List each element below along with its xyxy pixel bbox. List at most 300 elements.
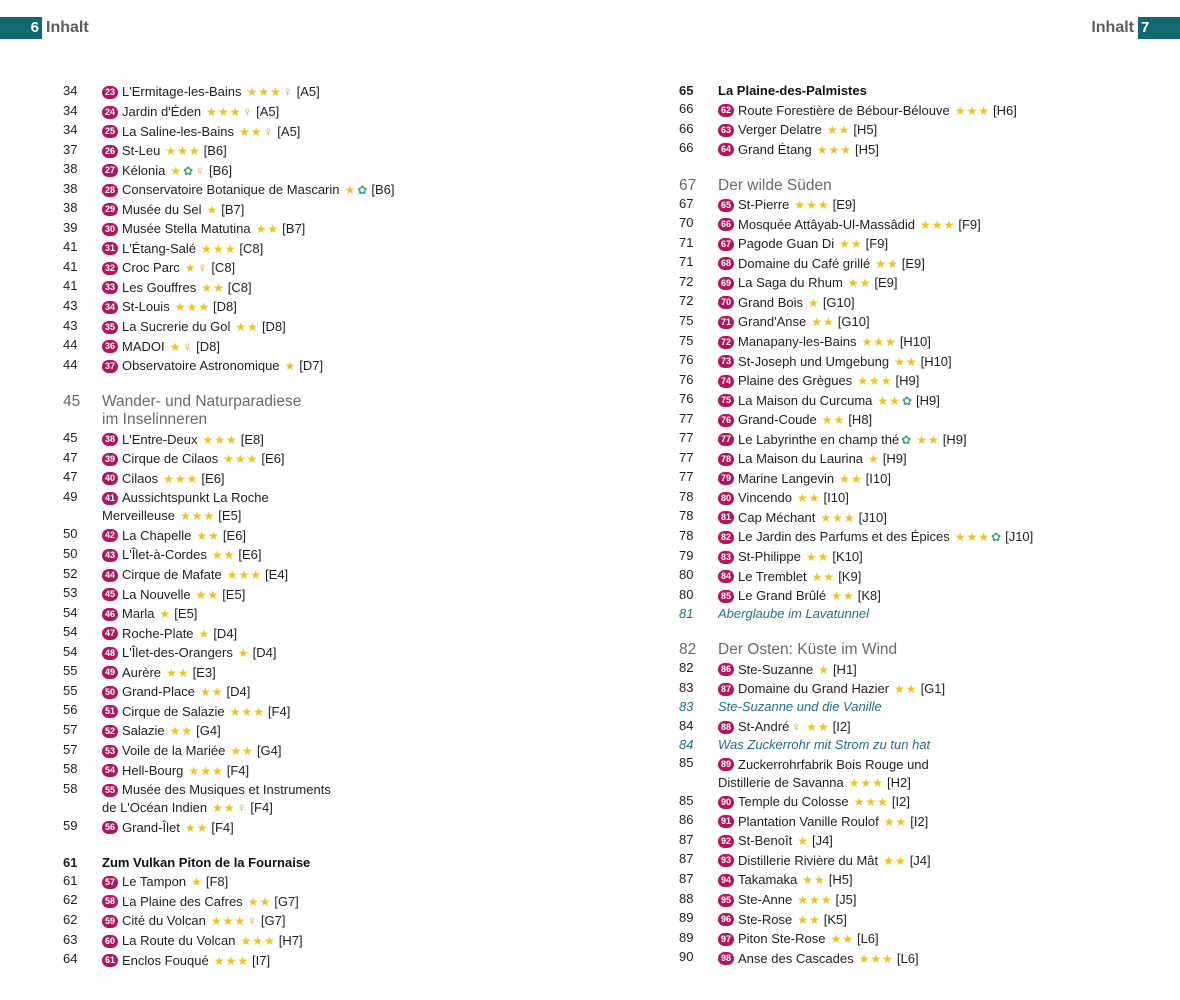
sight-number-badge: 61	[102, 954, 118, 967]
toc-entry[interactable]	[679, 929, 1139, 949]
toc-entry[interactable]	[63, 468, 583, 488]
star-icon: ★	[828, 142, 840, 157]
toc-entry[interactable]	[63, 817, 583, 837]
map-grid-reference: [I2]	[891, 794, 910, 810]
star-rating	[883, 813, 907, 831]
toc-entry[interactable]	[63, 277, 583, 297]
star-rating	[206, 201, 218, 219]
toc-entry[interactable]	[63, 449, 583, 469]
star-icon: ★	[873, 335, 885, 350]
toc-entry[interactable]	[63, 507, 583, 525]
sight-name: Voile de la Mariée	[122, 742, 226, 758]
sight-name: La Route du Volcan	[122, 932, 236, 948]
star-icon: ★	[840, 142, 852, 157]
star-icon: ★	[250, 568, 262, 583]
page-number: 34	[63, 102, 78, 118]
star-rating	[867, 450, 879, 468]
star-rating	[830, 587, 854, 605]
toc-entry[interactable]	[63, 141, 583, 161]
entry-text	[718, 82, 867, 100]
entry-text	[102, 566, 288, 584]
entry-text	[718, 813, 928, 831]
star-rating	[226, 566, 261, 584]
map-grid-reference: [I2]	[832, 718, 851, 734]
toc-entry[interactable]	[63, 931, 583, 951]
section-title: Der wilde Süden	[718, 176, 832, 194]
sight-name: Aurère	[122, 664, 162, 680]
entry-text	[718, 680, 945, 698]
toc-entry[interactable]	[63, 180, 583, 200]
star-rating	[222, 450, 257, 468]
map-grid-reference: [D4]	[252, 645, 277, 661]
toc-entry[interactable]	[63, 872, 583, 892]
toc-entry[interactable]	[63, 258, 583, 278]
map-grid-reference: [A5]	[296, 84, 320, 100]
sight-number-badge: 87	[718, 683, 734, 696]
toc-entry[interactable]	[63, 545, 583, 565]
star-icon: ★	[817, 198, 829, 213]
star-rating	[246, 83, 281, 101]
toc-entry[interactable]	[63, 317, 583, 337]
star-rating	[861, 333, 896, 351]
toc-entry[interactable]	[679, 332, 1139, 352]
toc-entry[interactable]	[679, 774, 1139, 792]
star-icon: ★	[839, 237, 850, 252]
sight-number-badge: 30	[102, 223, 118, 236]
toc-entry[interactable]	[679, 890, 1139, 910]
star-icon: ★	[859, 276, 871, 291]
sight-number-badge: 86	[718, 663, 734, 676]
star-rating	[213, 952, 248, 970]
star-icon: ★	[877, 393, 889, 408]
sight-number-badge: 50	[102, 686, 118, 699]
toc-entry[interactable]	[63, 741, 583, 761]
toc-entry[interactable]	[679, 488, 1139, 508]
sight-number-badge: 35	[102, 321, 118, 334]
sight-name: La Maison du Laurina	[738, 451, 864, 467]
toc-entry[interactable]	[63, 238, 583, 258]
star-rating	[190, 873, 202, 891]
toc-entry[interactable]	[679, 371, 1139, 391]
star-icon: ★	[169, 339, 181, 354]
toc-entry[interactable]	[63, 160, 583, 180]
toc-entry[interactable]	[679, 351, 1139, 371]
page-number: 78	[679, 488, 694, 504]
map-grid-reference: [G7]	[260, 913, 286, 929]
toc-entry[interactable]	[679, 507, 1139, 527]
map-grid-reference: [F4]	[211, 819, 234, 835]
toc-entry[interactable]	[679, 831, 1139, 851]
star-icon: ★	[928, 432, 939, 447]
page-number: 70	[679, 215, 694, 231]
star-rating	[159, 605, 171, 623]
sight-name: Distillerie de Savanna	[718, 774, 844, 790]
sight-name: L'Ermitage-les-Bains	[122, 84, 242, 100]
sight-name: Cirque de Mafate	[122, 567, 222, 583]
toc-entry[interactable]	[679, 850, 1139, 870]
section-heading[interactable]	[63, 854, 583, 872]
toc-entry[interactable]	[679, 195, 1139, 215]
toc-entry[interactable]	[63, 721, 583, 741]
star-icon: ★	[978, 103, 990, 118]
toc-entry[interactable]	[63, 682, 583, 702]
map-grid-reference: [H7]	[278, 932, 303, 948]
entry-text	[102, 470, 225, 488]
entry-text	[102, 854, 310, 872]
star-rating	[838, 235, 862, 253]
toc-entry[interactable]	[63, 565, 583, 585]
page-number: 77	[679, 430, 694, 446]
sight-name: La Chapelle	[122, 527, 192, 543]
map-grid-reference: [C8]	[239, 240, 264, 256]
section-heading[interactable]	[63, 392, 583, 411]
star-icon: ★	[811, 569, 823, 584]
star-icon: ★	[826, 123, 838, 138]
star-icon: ★	[818, 662, 829, 677]
entry-text	[718, 871, 853, 889]
sight-number-badge: 83	[718, 551, 734, 564]
star-rating	[893, 353, 917, 371]
toc-entry[interactable]	[63, 604, 583, 624]
toc-entry[interactable]	[679, 547, 1139, 567]
page-number: 76	[679, 371, 694, 387]
sight-number-badge: 52	[102, 725, 118, 738]
toc-entry[interactable]	[63, 780, 583, 800]
star-rating	[821, 411, 845, 429]
star-icon: ★	[237, 953, 249, 968]
toc-entry[interactable]	[63, 584, 583, 604]
sight-name: L'Îlet-à-Cordes	[122, 547, 207, 563]
toc-entry[interactable]	[679, 390, 1139, 410]
star-icon: ★	[850, 237, 862, 252]
toc-entry[interactable]	[679, 468, 1139, 488]
star-rating	[915, 431, 939, 449]
star-icon: ★	[832, 510, 843, 525]
sight-number-badge: 39	[102, 453, 118, 466]
entry-text	[102, 201, 244, 219]
star-icon: ★	[842, 589, 854, 604]
toc-entry[interactable]	[63, 662, 583, 682]
star-icon: ★	[200, 763, 211, 778]
star-rating	[200, 279, 224, 297]
toc-entry[interactable]	[63, 356, 583, 376]
star-rating	[247, 893, 271, 911]
sight-number-badge: 89	[718, 758, 734, 771]
sight-name: Plaine des Grègues	[738, 373, 853, 389]
toc-entry[interactable]	[679, 870, 1139, 890]
star-icon: ★	[188, 763, 200, 778]
page-number: 37	[63, 141, 78, 157]
toc-entry[interactable]	[679, 312, 1139, 332]
toc-entry[interactable]	[63, 799, 583, 817]
toc-entry[interactable]	[63, 199, 583, 219]
map-grid-reference: [E5]	[222, 586, 246, 602]
toc-entry[interactable]	[63, 950, 583, 970]
entry-text	[718, 950, 919, 968]
star-rating	[237, 644, 249, 662]
star-rating	[847, 274, 871, 292]
entry-text	[718, 793, 910, 811]
toc-entry[interactable]	[679, 234, 1139, 254]
toc-entry[interactable]	[679, 566, 1139, 586]
section-heading[interactable]	[63, 411, 583, 429]
map-grid-reference: [H10]	[920, 353, 952, 369]
star-rating	[853, 793, 888, 811]
toc-entry[interactable]	[63, 701, 583, 721]
sight-name: St-Joseph und Umgebung	[738, 353, 890, 369]
toc-entry[interactable]	[63, 336, 583, 356]
star-icon: ★	[872, 775, 884, 790]
entry-text	[102, 605, 197, 623]
entry-text	[102, 527, 246, 545]
feature-article-entry[interactable]	[679, 698, 1139, 716]
toc-entry[interactable]	[63, 121, 583, 141]
star-icon: ★	[868, 452, 879, 467]
feature-article-entry[interactable]	[679, 736, 1139, 754]
star-icon: ★	[181, 724, 193, 739]
star-rating	[201, 431, 236, 449]
sight-name: St-Philippe	[738, 549, 801, 565]
page-number: 47	[63, 449, 78, 465]
sight-number-badge: 73	[718, 355, 734, 368]
toc-entry[interactable]	[679, 792, 1139, 812]
toc-entry[interactable]	[63, 219, 583, 239]
page-number: 45	[63, 430, 78, 446]
map-grid-reference: [F4]	[250, 800, 273, 816]
star-rating	[796, 911, 820, 929]
toc-entry[interactable]	[63, 891, 583, 911]
map-grid-reference: [F8]	[205, 874, 229, 890]
sight-number-badge: 58	[102, 895, 118, 908]
star-rating	[816, 141, 851, 159]
sight-number-badge: 27	[102, 164, 118, 177]
star-icon: ★	[905, 682, 917, 697]
star-icon: ★	[226, 568, 238, 583]
sight-number-badge: 43	[102, 549, 118, 562]
star-icon: ★	[186, 300, 198, 315]
entry-text	[102, 392, 301, 411]
star-icon: ★	[905, 354, 917, 369]
sight-name: L'Entre-Deux	[122, 431, 198, 447]
toc-entry[interactable]	[679, 120, 1139, 140]
sight-name: Distillerie Rivière du Mât	[738, 852, 879, 868]
toc-entry[interactable]	[679, 139, 1139, 159]
star-rating	[205, 103, 240, 121]
star-icon: ★	[237, 646, 249, 661]
toc-entry[interactable]	[679, 429, 1139, 449]
sight-number-badge: 71	[718, 316, 734, 329]
map-grid-reference: [H5]	[855, 141, 879, 157]
toc-entry[interactable]	[63, 102, 583, 122]
family-friendly-icon: ♀	[197, 260, 208, 276]
toc-entry[interactable]	[679, 100, 1139, 120]
star-rating	[796, 489, 820, 507]
entry-text	[718, 911, 847, 929]
star-icon: ★	[203, 509, 215, 524]
page-number: 52	[63, 565, 78, 581]
entry-text	[718, 235, 888, 253]
section-heading[interactable]	[679, 82, 1139, 100]
sight-name: Manapany-les-Bains	[738, 334, 857, 350]
page-number: 80	[679, 586, 694, 602]
star-icon: ★	[229, 704, 241, 719]
entry-text	[718, 509, 887, 527]
sight-name: Aussichtspunkt La Roche	[122, 490, 269, 506]
sight-number-badge: 47	[102, 627, 118, 640]
entry-text	[102, 411, 207, 429]
map-grid-reference: [E9]	[901, 255, 925, 271]
page-number: 87	[679, 870, 694, 886]
map-grid-reference: [I10]	[865, 470, 891, 486]
toc-entry[interactable]	[63, 643, 583, 663]
map-grid-reference: [F9]	[958, 216, 981, 232]
sight-name: Marine Langevin	[738, 470, 835, 486]
star-icon: ★	[186, 471, 198, 486]
toc-entry[interactable]	[679, 717, 1139, 737]
entry-text	[102, 893, 299, 911]
star-rating	[211, 799, 235, 817]
star-icon: ★	[174, 300, 186, 315]
toc-entry[interactable]	[679, 410, 1139, 430]
page-number: 38	[63, 161, 78, 177]
star-icon: ★	[225, 953, 237, 968]
entry-text	[102, 644, 276, 662]
star-icon: ★	[196, 528, 208, 543]
entry-text	[102, 142, 227, 160]
sight-name: St-Louis	[122, 299, 170, 315]
star-rating	[826, 121, 850, 139]
page-number: 75	[679, 332, 694, 348]
entry-text	[102, 912, 285, 930]
section-heading[interactable]	[679, 176, 1139, 195]
map-grid-reference: [G1]	[920, 681, 946, 697]
star-icon: ★	[199, 685, 211, 700]
map-grid-reference: [K8]	[857, 588, 881, 604]
toc-entry[interactable]	[679, 214, 1139, 234]
star-icon: ★	[211, 548, 223, 563]
map-grid-reference: [B6]	[203, 143, 227, 159]
star-icon: ★	[887, 256, 898, 271]
toc-entry[interactable]	[63, 525, 583, 545]
star-icon: ★	[838, 123, 850, 138]
toc-entry[interactable]	[679, 811, 1139, 831]
entry-text	[102, 546, 262, 564]
star-icon: ★	[808, 491, 820, 506]
map-grid-reference: [B6]	[208, 162, 233, 178]
page-number: 62	[63, 911, 78, 927]
sight-number-badge: 65	[718, 199, 734, 212]
entry-text	[718, 392, 940, 410]
entry-text	[718, 294, 855, 312]
page-number: 64	[63, 951, 78, 967]
page-number: 55	[63, 682, 78, 698]
map-grid-reference: [H6]	[993, 102, 1017, 118]
star-icon: ★	[806, 719, 817, 734]
entry-text	[718, 102, 1017, 120]
section-heading[interactable]	[679, 640, 1139, 659]
toc-entry[interactable]	[63, 488, 583, 508]
sight-name: Musée du Sel	[122, 201, 202, 217]
toc-entry[interactable]	[679, 273, 1139, 293]
map-grid-reference: [E5]	[218, 508, 242, 524]
star-icon: ★	[858, 951, 870, 966]
star-rating	[169, 338, 181, 356]
sight-name: Kélonia	[122, 162, 166, 178]
star-icon: ★	[188, 144, 200, 159]
sight-number-badge: 68	[718, 257, 734, 270]
sight-name: Domaine du Café grillé	[738, 255, 871, 271]
star-icon: ★	[877, 795, 888, 810]
nature-icon: ✿	[901, 393, 912, 408]
star-rating	[893, 680, 917, 698]
map-grid-reference: [A5]	[277, 123, 301, 139]
right-toc-column	[679, 82, 1139, 968]
sight-number-badge: 90	[718, 796, 734, 809]
toc-entry[interactable]	[63, 911, 583, 931]
entry-text	[718, 661, 857, 679]
toc-entry[interactable]	[679, 449, 1139, 469]
star-rating	[187, 762, 222, 780]
toc-entry[interactable]	[679, 909, 1139, 929]
feature-article-entry[interactable]	[679, 605, 1139, 623]
sight-number-badge: 79	[718, 472, 734, 485]
sight-number-badge: 32	[102, 262, 118, 275]
star-icon: ★	[238, 568, 250, 583]
star-rating	[807, 294, 819, 312]
toc-entry[interactable]	[63, 760, 583, 780]
toc-entry[interactable]	[679, 292, 1139, 312]
toc-entry[interactable]	[63, 623, 583, 643]
map-grid-reference: [E6]	[238, 547, 262, 563]
entry-text	[718, 568, 861, 586]
family-friendly-icon: ♀	[182, 338, 193, 354]
star-icon: ★	[198, 300, 209, 315]
toc-entry[interactable]	[679, 679, 1139, 699]
page-number: 89	[679, 929, 694, 945]
sight-number-badge: 23	[102, 86, 118, 99]
star-icon: ★	[217, 105, 229, 119]
toc-entry[interactable]	[63, 82, 583, 102]
toc-entry[interactable]	[63, 429, 583, 449]
page-number: 84	[679, 737, 694, 753]
sight-number-badge: 63	[718, 124, 734, 137]
star-rating	[954, 528, 989, 546]
toc-entry[interactable]	[63, 297, 583, 317]
entry-text	[718, 587, 881, 605]
family-friendly-icon: ♀	[242, 104, 253, 119]
toc-entry[interactable]	[679, 586, 1139, 606]
entry-text	[102, 240, 263, 258]
sight-name: Le Tremblet	[738, 568, 807, 584]
toc-entry[interactable]	[679, 253, 1139, 273]
toc-entry[interactable]	[679, 948, 1139, 968]
toc-entry[interactable]	[679, 527, 1139, 547]
toc-entry[interactable]	[679, 754, 1139, 774]
page-number: 61	[63, 854, 78, 870]
star-rating	[199, 683, 223, 701]
entry-text	[718, 736, 930, 754]
entry-text	[718, 756, 929, 774]
star-icon: ★	[894, 354, 905, 369]
sight-number-badge: 60	[102, 935, 118, 948]
sight-number-badge: 93	[718, 854, 734, 867]
star-icon: ★	[875, 256, 886, 271]
toc-entry[interactable]	[679, 659, 1139, 679]
sight-number-badge: 78	[718, 453, 734, 466]
star-rating	[817, 661, 829, 679]
star-icon: ★	[870, 951, 882, 966]
page-number: 89	[679, 910, 694, 926]
